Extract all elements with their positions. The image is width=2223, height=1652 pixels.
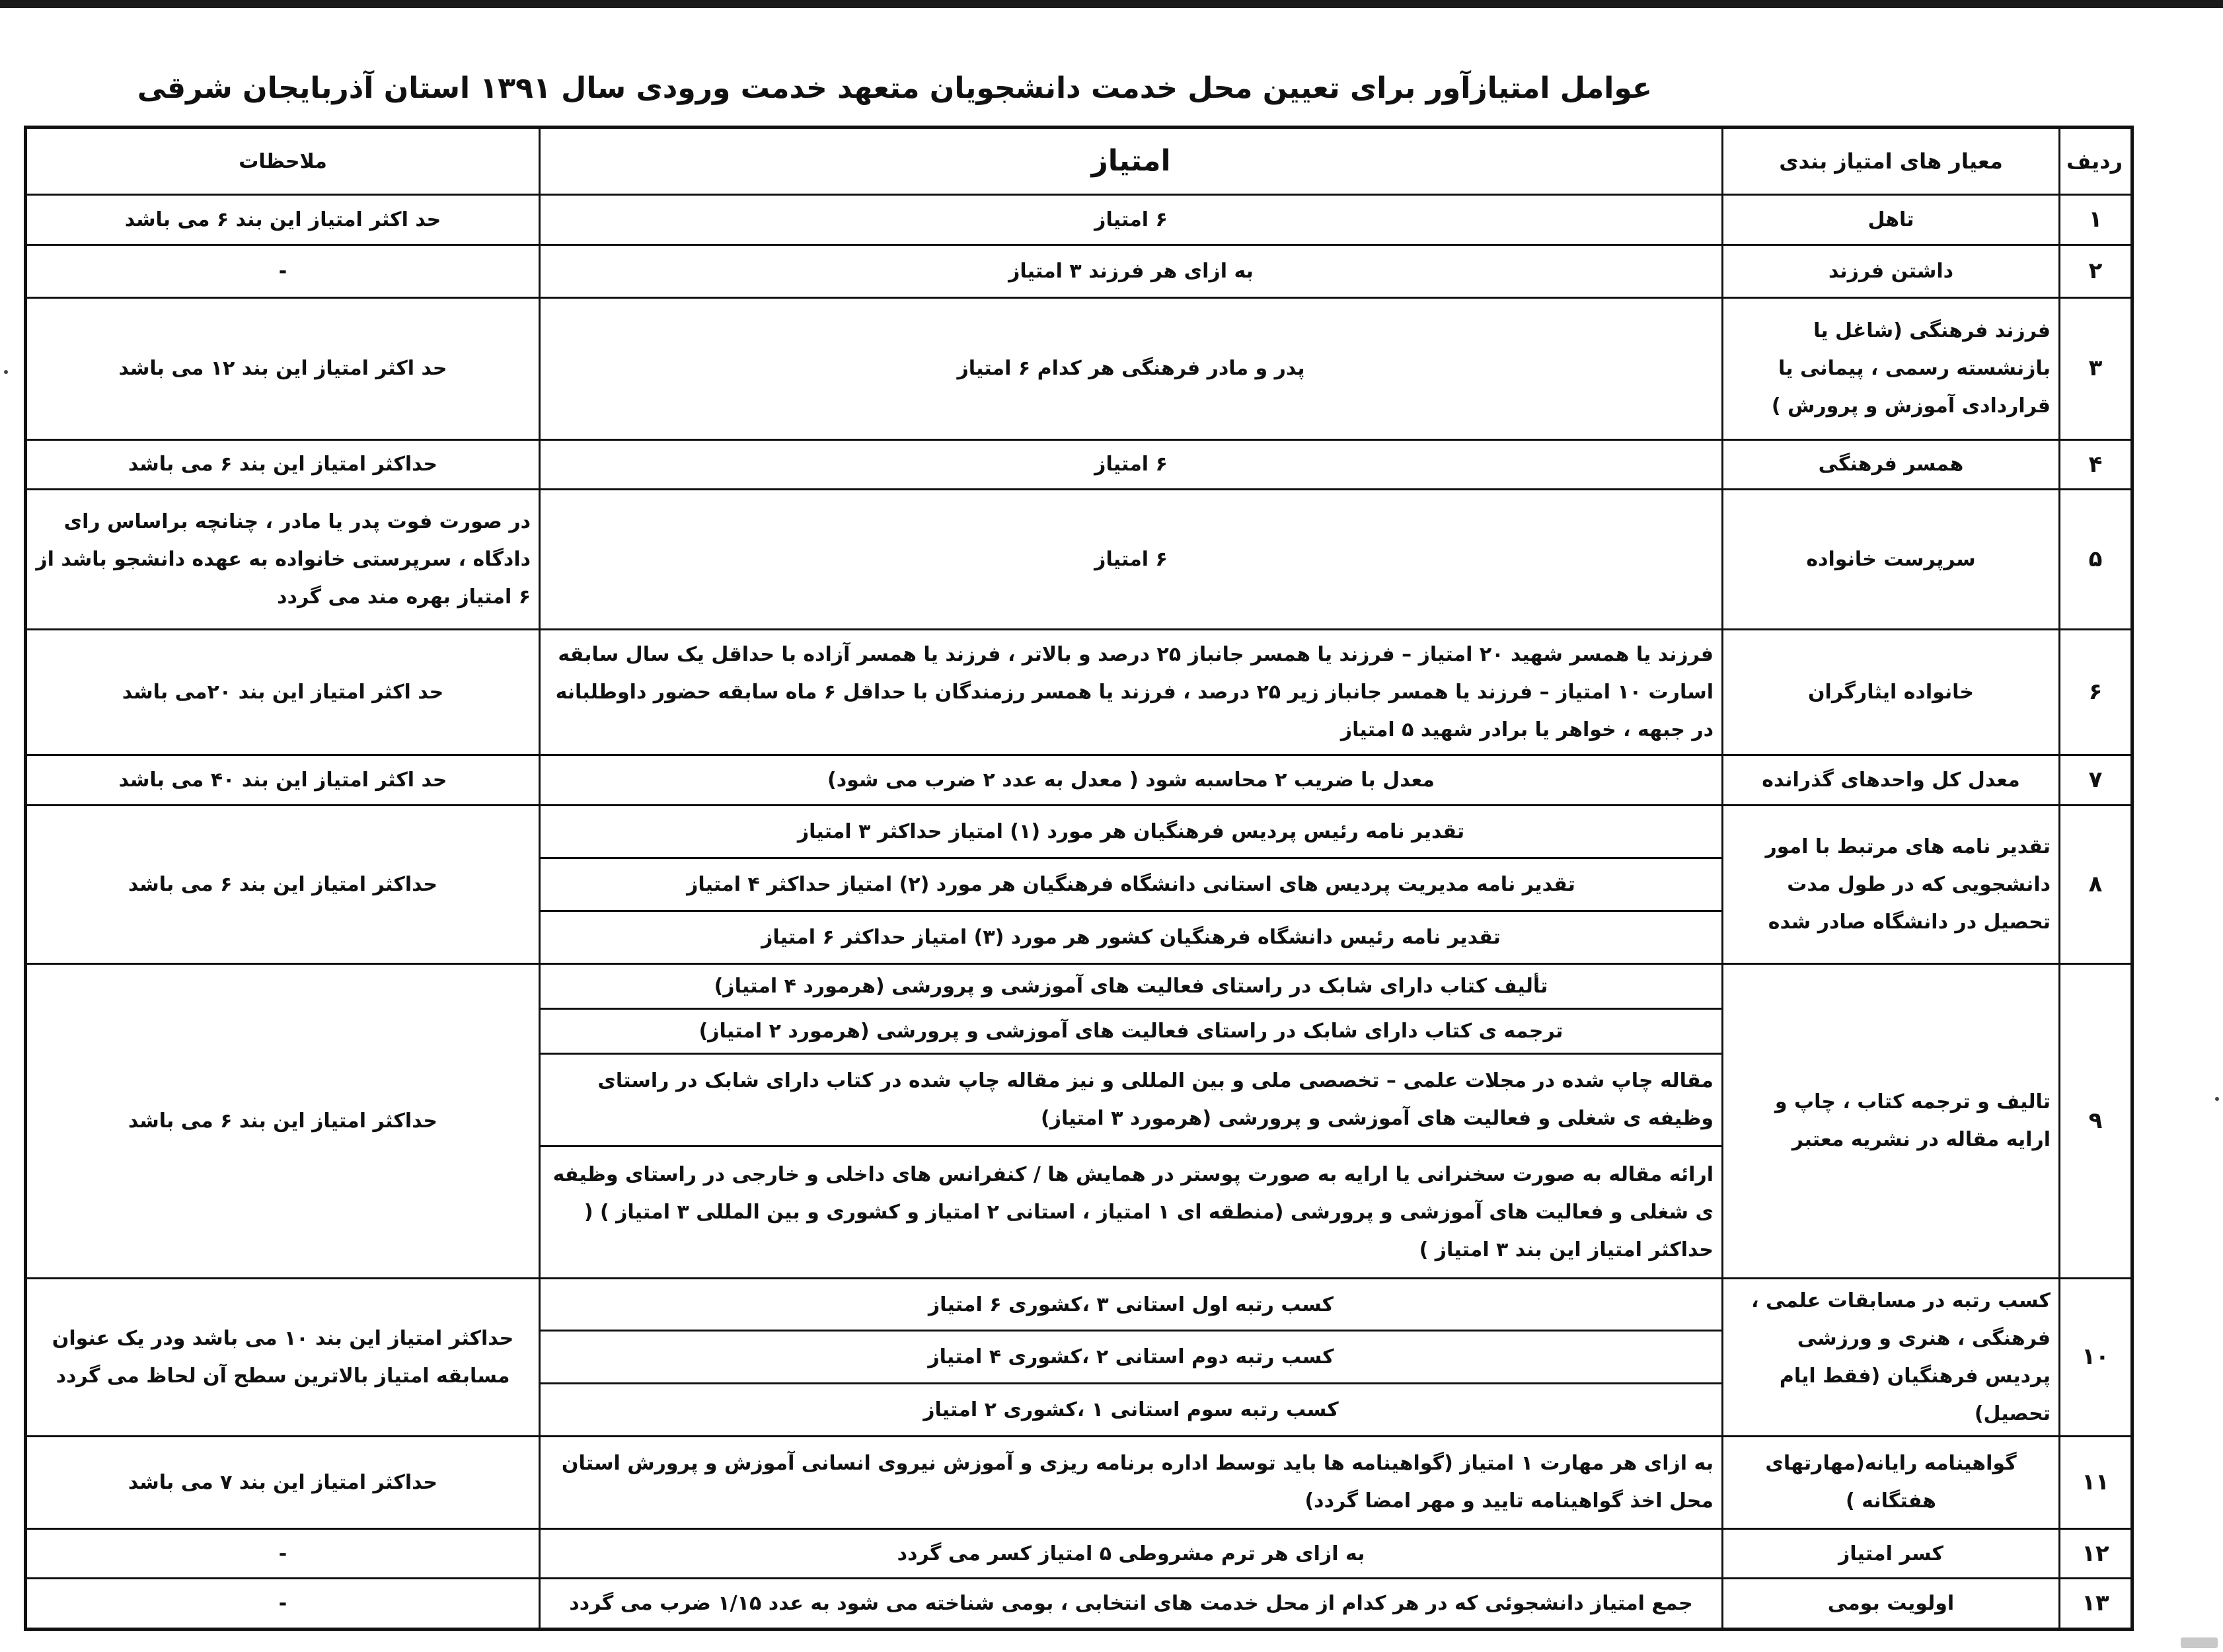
table-row	[26, 755, 2132, 806]
header-score: امتیاز	[540, 128, 1723, 195]
row-number: ۴	[2060, 439, 2132, 490]
score-cell: ترجمه ی کتاب دارای شابک در راستای فعالیت های آموزشی و پرورشی (هرمورد ۲ امتیاز)	[540, 1008, 1723, 1053]
note-cell: حداکثر امتیاز این بند ۶ می باشد	[26, 805, 540, 963]
table-row	[26, 195, 2132, 245]
score-cell: مقاله چاپ شده در مجلات علمی – تخصصی ملی و بین المللی و نیز مقاله چاپ شده در کتاب دارای شابک در راستای وظیفه ی شغلی و فعالیت های آموزشی و پرورشی (هرمورد ۳ امتیاز)	[540, 1053, 1723, 1146]
row-number: ۱۱	[2060, 1436, 2132, 1528]
table-row	[26, 805, 2132, 858]
score-cell: ۶ امتیاز	[540, 490, 1723, 630]
row-number: ۸	[2060, 805, 2132, 963]
document-title: عوامل امتیازآور برای تعیین محل خدمت دانشجویان متعهد خدمت ورودی سال ۱۳۹۱ استان آذربایجان شرقی	[137, 71, 1652, 105]
note-cell: -	[26, 244, 540, 297]
table-row	[26, 963, 2132, 1008]
score-cell: کسب رتبه اول استانی ۳ ،کشوری ۶ امتیاز	[540, 1278, 1723, 1331]
table-header-row	[26, 128, 2132, 195]
criterion-cell: تقدیر نامه های مرتبط با امور دانشجویی که در طول مدت تحصیل در دانشگاه صادر شده	[1723, 805, 2060, 963]
score-cell: تقدیر نامه رئیس دانشگاه فرهنگیان کشور هر مورد (۳) امتیاز حداکثر ۶ امتیاز	[540, 911, 1723, 963]
corner-watermark	[2181, 1637, 2218, 1648]
score-cell: کسب رتبه سوم استانی ۱ ،کشوری ۲ امتیاز	[540, 1384, 1723, 1437]
note-cell: حداکثر امتیاز این بند ۷ می باشد	[26, 1436, 540, 1528]
score-cell: فرزند یا همسر شهید ۲۰ امتیاز – فرزند یا همسر جانباز ۲۵ درصد و بالاتر ، فرزند یا همسر آزاده با حداقل یک سال سابقه اسارت ۱۰ امتیاز – فرزند یا همسر جانباز زیر ۲۵ درصد ، فرزند یا همسر رزمندگان با حداقل ۶ ماه سابقه حضور داوطلبانه در جبهه ، خواهر یا برادر شهید ۵ امتیاز	[540, 630, 1723, 755]
note-cell: -	[26, 1579, 540, 1630]
score-cell: تقدیر نامه مدیریت پردیس های استانی دانشگاه فرهنگیان هر مورد (۲) امتیاز حداکثر ۴ امتیاز	[540, 858, 1723, 911]
note-cell: حد اکثر امتیاز این بند ۶ می باشد	[26, 195, 540, 245]
score-cell: تقدیر نامه رئیس پردیس فرهنگیان هر مورد (۱) امتیاز حداکثر ۳ امتیاز	[540, 805, 1723, 858]
scoring-table	[24, 126, 2134, 1631]
row-number: ۷	[2060, 755, 2132, 806]
table-row	[26, 630, 2132, 755]
table-row	[26, 490, 2132, 630]
table-row	[26, 1278, 2132, 1331]
criterion-cell: تالیف و ترجمه کتاب ، چاپ و ارایه مقاله در نشریه معتبر	[1723, 963, 2060, 1278]
score-cell: جمع امتیاز دانشجوئی که در هر کدام از محل خدمت های انتخابی ، بومی شناخته می شود به عدد ۱/۱۵ ضرب می گردد	[540, 1579, 1723, 1630]
row-number: ۹	[2060, 963, 2132, 1278]
score-cell: کسب رتبه دوم استانی ۲ ،کشوری ۴ امتیاز	[540, 1331, 1723, 1384]
score-cell: به ازای هر ترم مشروطی ۵ امتیاز کسر می گردد	[540, 1528, 1723, 1579]
note-cell: -	[26, 1528, 540, 1579]
criterion-cell: فرزند فرهنگی (شاغل یا بازنشسته رسمی ، پیمانی یا قراردادی آموزش و پرورش )	[1723, 297, 2060, 439]
note-cell: حداکثر امتیاز این بند ۶ می باشد	[26, 963, 540, 1278]
criterion-cell: اولویت بومی	[1723, 1579, 2060, 1630]
score-cell: ۶ امتیاز	[540, 439, 1723, 490]
note-cell: حداکثر امتیاز این بند ۱۰ می باشد ودر یک عنوان مسابقه امتیاز بالاترین سطح آن لحاظ می گردد	[26, 1278, 540, 1436]
criterion-cell: تاهل	[1723, 195, 2060, 245]
scan-top-edge	[0, 0, 2223, 8]
row-number: ۱۳	[2060, 1579, 2132, 1630]
row-number: ۳	[2060, 297, 2132, 439]
table-row	[26, 1528, 2132, 1579]
row-number: ۶	[2060, 630, 2132, 755]
criterion-cell: همسر فرهنگی	[1723, 439, 2060, 490]
scan-speck	[2215, 1097, 2219, 1101]
note-cell: حد اکثر امتیاز این بند ۴۰ می باشد	[26, 755, 540, 806]
criterion-cell: کسر امتیاز	[1723, 1528, 2060, 1579]
table-row	[26, 297, 2132, 439]
table-row	[26, 244, 2132, 297]
score-cell: ارائه مقاله به صورت سخنرانی یا ارایه به صورت پوستر در همایش ها / کنفرانس های داخلی و خارجی در راستای وظیفه ی شغلی و فعالیت های آموزشی و پرورشی (منطقه ای ۱ امتیاز ، استانی ۲ امتیاز و کشوری و بین المللی ۳ امتیاز ) ( حداکثر امتیاز این بند ۳ امتیاز )	[540, 1146, 1723, 1278]
header-row-number: ردیف	[2060, 128, 2132, 195]
score-cell: ۶ امتیاز	[540, 195, 1723, 245]
score-cell: پدر و مادر فرهنگی هر کدام ۶ امتیاز	[540, 297, 1723, 439]
score-cell: معدل با ضریب ۲ محاسبه شود ( معدل به عدد ۲ ضرب می شود)	[540, 755, 1723, 806]
score-cell: تألیف کتاب دارای شابک در راستای فعالیت های آموزشی و پرورشی (هرمورد ۴ امتیاز)	[540, 963, 1723, 1008]
row-number: ۵	[2060, 490, 2132, 630]
note-cell: حد اکثر امتیاز این بند ۱۲ می باشد	[26, 297, 540, 439]
table-row	[26, 1579, 2132, 1630]
note-cell: در صورت فوت پدر یا مادر ، چنانچه براساس رای دادگاه ، سرپرستی خانواده به عهده دانشجو باشد از ۶ امتیاز بهره مند می گردد	[26, 490, 540, 630]
header-criterion: معیار های امتیاز بندی	[1723, 128, 2060, 195]
scan-speck	[4, 370, 8, 374]
row-number: ۱۲	[2060, 1528, 2132, 1579]
score-cell: به ازای هر مهارت ۱ امتیاز (گواهینامه ها باید توسط اداره برنامه ریزی و آموزش نیروی انسانی آموزش و پرورش استان محل اخذ گواهینامه تایید و مهر امضا گردد)	[540, 1436, 1723, 1528]
row-number: ۱۰	[2060, 1278, 2132, 1436]
criterion-cell: سرپرست خانواده	[1723, 490, 2060, 630]
criterion-cell: کسب رتبه در مسابقات علمی ، فرهنگی ، هنری و ورزشی پردیس فرهنگیان (فقط ایام تحصیل)	[1723, 1278, 2060, 1436]
table-row	[26, 1436, 2132, 1528]
header-notes: ملاحظات	[26, 128, 540, 195]
criterion-cell: گواهینامه رایانه(مهارتهای هفتگانه )	[1723, 1436, 2060, 1528]
criterion-cell: داشتن فرزند	[1723, 244, 2060, 297]
note-cell: حداکثر امتیاز این بند ۶ می باشد	[26, 439, 540, 490]
note-cell: حد اکثر امتیاز این بند ۲۰می باشد	[26, 630, 540, 755]
score-cell: به ازای هر فرزند ۳ امتیاز	[540, 244, 1723, 297]
table-row	[26, 439, 2132, 490]
row-number: ۱	[2060, 195, 2132, 245]
criterion-cell: خانواده ایثارگران	[1723, 630, 2060, 755]
criterion-cell: معدل کل واحدهای گذرانده	[1723, 755, 2060, 806]
row-number: ۲	[2060, 244, 2132, 297]
